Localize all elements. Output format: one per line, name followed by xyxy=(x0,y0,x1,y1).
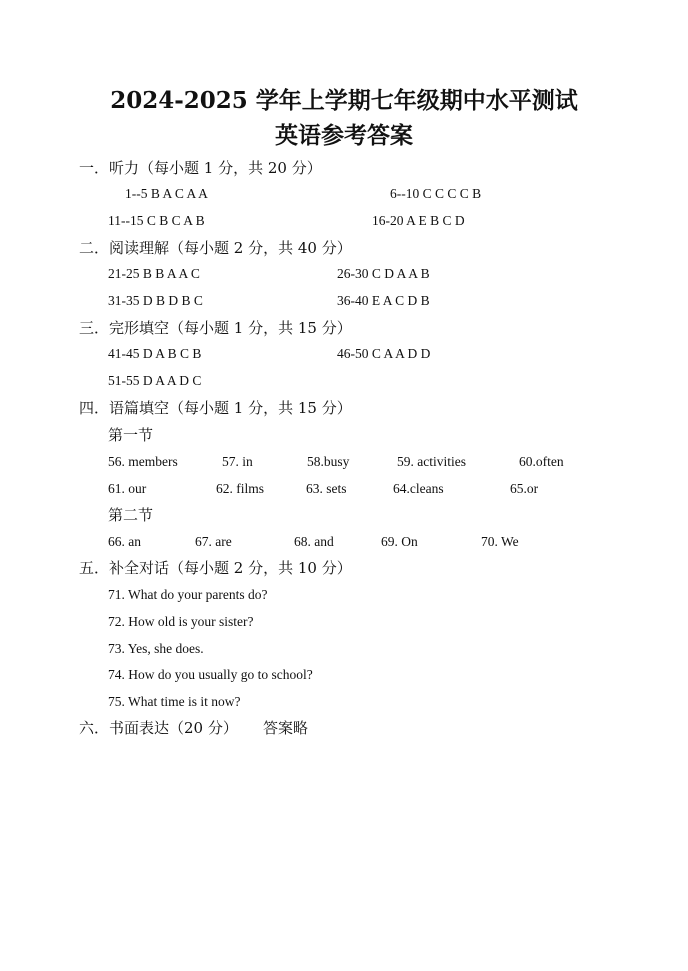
fill-answer: 60.often xyxy=(519,454,564,469)
fill-answer: 65.or xyxy=(510,481,539,496)
writing-answer-note: 答案略 xyxy=(263,719,309,737)
dialogue-answer: 72. How old is your sister? xyxy=(108,614,254,629)
answer-row: 46-50 C A A D D xyxy=(337,346,431,361)
dialogue-answer: 73. Yes, she does. xyxy=(108,641,204,656)
answer-row: 41-45 D A B C B xyxy=(108,346,202,361)
part-label: 第二节 xyxy=(108,506,154,524)
document-title: 2024-2025 学年上学期七年级期中水平测试 xyxy=(110,87,578,114)
document-subtitle: 英语参考答案 xyxy=(275,122,413,149)
section-heading-listening: 一．听力（每小题 1 分，共 20 分） xyxy=(79,159,322,177)
section-heading-fill-in: 四．语篇填空（每小题 1 分，共 15 分） xyxy=(79,399,352,417)
fill-answer: 70. We xyxy=(481,534,519,549)
answer-row: 31-35 D B D B C xyxy=(108,293,203,308)
fill-answer: 68. and xyxy=(294,534,334,549)
dialogue-answer: 75. What time is it now? xyxy=(108,694,241,709)
part-label: 第一节 xyxy=(108,426,154,444)
answer-row: 1--5 B A C A A xyxy=(125,186,208,201)
fill-answer: 66. an xyxy=(108,534,141,549)
fill-answer: 56. members xyxy=(108,454,178,469)
dialogue-answer: 74. How do you usually go to school? xyxy=(108,667,313,682)
fill-answer: 62. films xyxy=(216,481,265,496)
answer-row: 16-20 A E B C D xyxy=(372,213,465,228)
fill-answer: 61. our xyxy=(108,481,147,496)
fill-answer: 67. are xyxy=(195,534,232,549)
fill-answer: 57. in xyxy=(222,454,253,469)
fill-answer: 59. activities xyxy=(397,454,466,469)
section-heading-dialogue: 五．补全对话（每小题 2 分，共 10 分） xyxy=(79,559,352,577)
fill-answer: 69. On xyxy=(381,534,418,549)
section-heading-writing: 六．书面表达（20 分） xyxy=(79,719,238,737)
answer-row: 36-40 E A C D B xyxy=(337,293,430,308)
fill-answer: 64.cleans xyxy=(393,481,444,496)
answer-row: 21-25 B B A A C xyxy=(108,266,200,281)
fill-answer: 63. sets xyxy=(306,481,347,496)
section-heading-reading: 二．阅读理解（每小题 2 分，共 40 分） xyxy=(79,239,352,257)
fill-answer: 58.busy xyxy=(307,454,350,469)
answer-row: 11--15 C B C A B xyxy=(108,213,205,228)
answer-row: 51-55 D A A D C xyxy=(108,373,202,388)
answer-row: 26-30 C D A A B xyxy=(337,266,430,281)
dialogue-answer: 71. What do your parents do? xyxy=(108,587,268,602)
answer-row: 6--10 C C C C B xyxy=(390,186,482,201)
section-heading-cloze: 三．完形填空（每小题 1 分，共 15 分） xyxy=(79,319,352,337)
